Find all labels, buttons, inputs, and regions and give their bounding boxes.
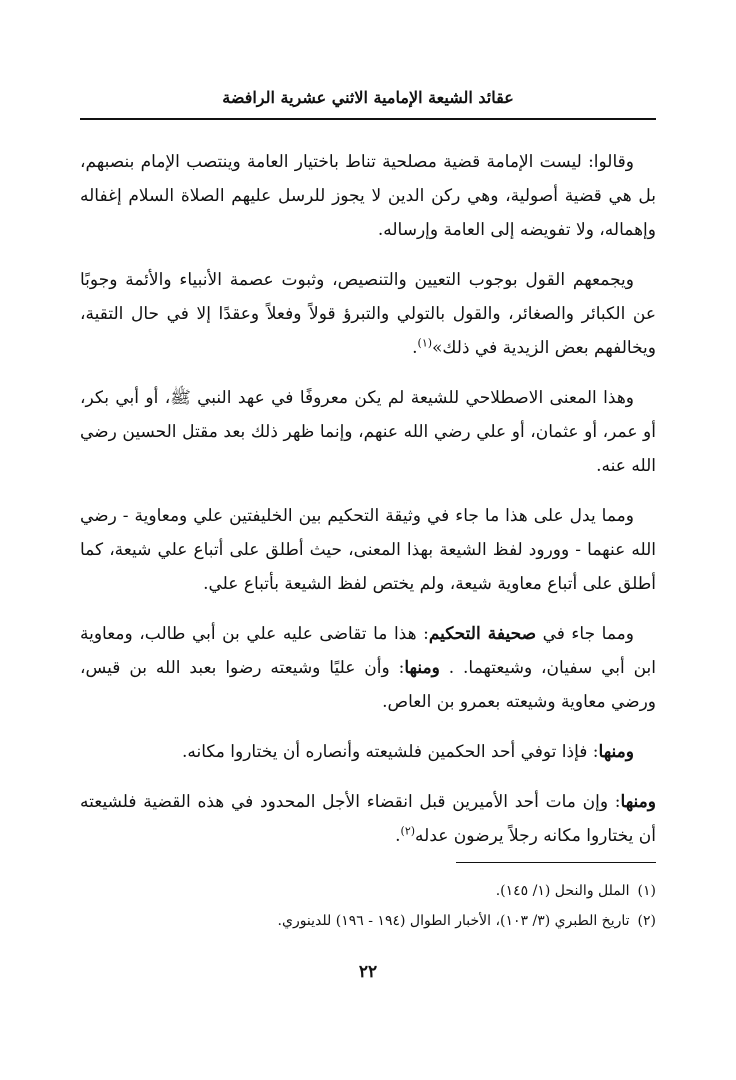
paragraph-text: : وأن عليًا وشيعته رضوا بعبد الله بن قيس، ورضي معاوية وشيعته بعمرو بن العاص. [80,658,656,712]
paragraph-tail: . [412,338,418,358]
footnote-rule [456,862,656,863]
paragraph-7 [80,785,656,853]
paragraph-4 [80,499,656,601]
page-number: ٢٢ [358,962,378,982]
paragraph-tail: . [395,826,401,846]
footnote-ref-1[interactable]: (١) [417,336,433,350]
paragraph-text: : فإذا توفي أحد الحكمين فلشيعته وأنصاره أن يختاروا مكانه. [181,742,599,762]
paragraph-text: : هذا ما تقاضى عليه علي بن أبي طالب، ومعاوية ابن أبي سفيان، وشيعتهما. . [80,624,657,678]
paragraph-5 [80,617,656,719]
paragraph-text: ويجمعهم القول بوجوب التعيين والتنصيص، وثبوت عصمة الأنبياء والأئمة وجوبًا عن الكبائر والصغائر، والقول بالتولي والتبرؤ قولاً وفعلاً وعقدًا إلا في حال التقية، ويخالفهم بعض الزيدية في ذلك» [80,270,656,358]
paragraph-3 [80,381,656,483]
paragraph-text: ومما جاء في [536,624,634,644]
footnote-number: (١) [637,883,656,899]
footnote-text: تاريخ الطبري (٣/ ١٠٣)، الأخبار الطوال (١٩٤ - ١٩٦) للدينوري. [277,913,630,929]
footnote-ref-2[interactable]: (٢) [400,824,416,838]
footnote-text: الملل والنحل (١/ ١٤٥). [495,883,630,899]
bold-label: ومنها [598,742,634,762]
footnotes [80,876,656,936]
paragraph-text: : وإن مات أحد الأميرين قبل انقضاء الأجل المحدود في هذه القضية فلشيعته أن يختاروا مكانه رجلاً يرضون عدله [80,792,656,846]
paragraph-text: وهذا المعنى الاصطلاحي للشيعة لم يكن معروفًا في عهد النبي ﷺ، أو أبي بكر، أو عمر، أو عثمان، أو علي رضي الله عنهم، وإنما ظهر ذلك بعد مقتل الحسين رضي الله عنه. [80,388,656,476]
bold-label: ومنها [620,792,656,812]
paragraph-6 [80,735,656,769]
paragraph-text: ومما يدل على هذا ما جاء في وثيقة التحكيم بين الخليفتين علي ومعاوية - رضي الله عنهما - وورود لفظ الشيعة بهذا المعنى، حيث أطلق على أتباع علي شيعة، كما أطلق على أتباع معاوية شيعة، ولم يختص لفظ الشيعة بأتباع علي. [80,506,656,594]
footnote-2 [80,906,656,936]
page-body [80,145,656,869]
paragraph-1 [80,145,656,247]
footnote-number: (٢) [637,913,656,929]
paragraph-2 [80,263,656,365]
bold-label: ومنها [404,658,440,678]
running-header: عقائد الشيعة الإمامية الاثني عشرية الرافضة [222,88,514,107]
header-rule [80,118,656,120]
bold-label: صحيفة التحكيم [428,624,537,644]
footnote-1 [80,876,656,906]
paragraph-text: وقالوا: ليست الإمامة قضية مصلحية تناط باختيار العامة وينتصب الإمام بنصبهم، بل هي قضية أصولية، وهي ركن الدين لا يجوز للرسل عليهم الصلاة السلام إغفاله وإهماله، ولا تفويضه إلى العامة وإرساله. [80,152,656,240]
